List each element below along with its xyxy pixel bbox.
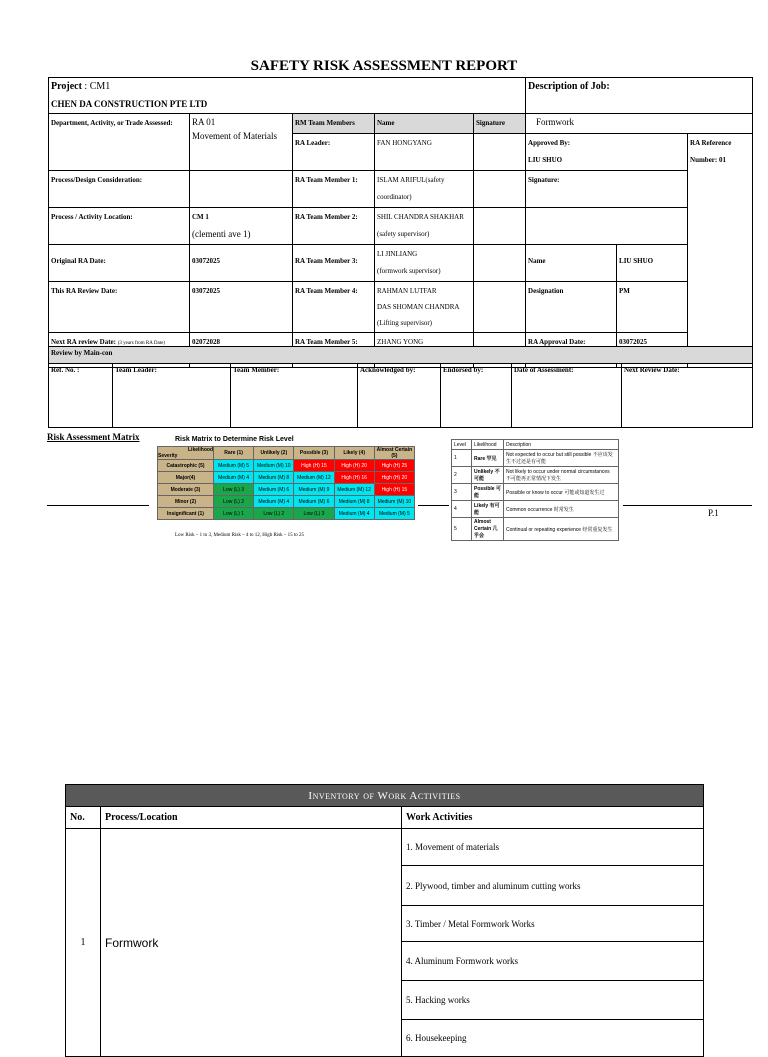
inventory-activity: 3. Timber / Metal Formwork Works: [402, 906, 704, 942]
likelihood-name: Likely 有可能: [472, 501, 504, 518]
matrix-cell: Low (L) 2: [254, 508, 294, 520]
inventory-row-number: 1: [66, 829, 101, 1057]
approver-name-value: LIU SHUO: [617, 245, 688, 282]
process-design-label: Process/Design Consideration:: [49, 171, 190, 208]
team-name-2: SHIL CHANDRA SHAKHAR: [377, 213, 464, 221]
likelihood-level: 4: [452, 501, 472, 518]
approval-signature-label: Signature:: [526, 171, 688, 208]
matrix-cell: Medium (M) 10: [254, 460, 294, 472]
inventory-header-activities: Work Activities: [402, 807, 704, 829]
likelihood-name: Almost Certain 几乎会: [472, 518, 504, 541]
divider-right: [623, 505, 752, 506]
matrix-cell: Low (L) 2: [214, 496, 254, 508]
matrix-cell: Low (L) 3: [214, 484, 254, 496]
designation-label: Designation: [526, 282, 617, 333]
matrix-corner-severity: Severity: [158, 453, 178, 459]
matrix-cell: Medium (M) 10: [374, 496, 414, 508]
matrix-severity-label: Moderate (3): [158, 484, 214, 496]
inventory-activity: 2. Plywood, timber and aluminum cutting works: [402, 866, 704, 906]
matrix-cell: Medium (M) 4: [334, 508, 374, 520]
approver-name-label: Name: [526, 245, 617, 282]
review-col-next-review: Next Review Date:: [622, 364, 753, 428]
job-description-cell: [526, 78, 753, 114]
likelihood-name: Unlikely 不可能: [472, 467, 504, 484]
review-col-endorsed: Endorsed by:: [441, 364, 512, 428]
matrix-cell: Medium (M) 9: [294, 484, 334, 496]
matrix-row: [158, 472, 415, 484]
dept-label: Department, Activity, or Trade Assessed:: [49, 114, 190, 171]
divider-middle: [418, 505, 449, 506]
likelihood-name: Rare 罕见: [472, 450, 504, 467]
team-name-5: ZHANG YONG: [377, 338, 424, 346]
team-name-4-cell: [375, 282, 474, 333]
review-date-value: 03072025: [190, 282, 293, 333]
matrix-likelihood-header: Rare (1): [214, 447, 254, 460]
inventory-activity: 5. Hacking works: [402, 981, 704, 1020]
inventory-header-no: No.: [66, 807, 101, 829]
review-col-team-member: Team Member:: [231, 364, 358, 428]
matrix-row: [158, 496, 415, 508]
page-number: P.1: [708, 508, 719, 518]
review-col-ref: Ref. No. :: [49, 364, 113, 428]
team-name-1: ISLAM ARIFUL(safety: [377, 176, 445, 184]
team-note-3: (formwork supervisor): [377, 267, 441, 275]
review-col-date-assessment: Date of Assessment:: [512, 364, 622, 428]
likelihood-row: [452, 484, 619, 501]
dept-value-cell: [190, 114, 293, 171]
team-name-3: LI JINLIANG: [377, 250, 418, 258]
team-signature-3: [474, 245, 526, 282]
matrix-cell: Medium (M) 4: [254, 496, 294, 508]
risk-matrix-title: Risk Matrix to Determine Risk Level: [175, 436, 294, 443]
team-signature-4: [474, 282, 526, 333]
team-name-2-cell: [375, 208, 474, 245]
matrix-severity-label: Major(4): [158, 472, 214, 484]
likelihood-name: Possible 可能: [472, 484, 504, 501]
likelihood-description: Not likely to occur under normal circumstances 不可能再正常情况下发生: [504, 467, 619, 484]
team-role-2: RA Team Member 2:: [293, 208, 375, 245]
location-value: CM 1: [192, 213, 209, 221]
matrix-cell: Medium (M) 4: [214, 472, 254, 484]
risk-legend: Low Risk – 1 to 3, Medium Risk – 4 to 12, High Risk – 15 to 25: [175, 533, 305, 538]
likelihood-row: [452, 501, 619, 518]
inventory-activity: 1. Movement of materials: [402, 829, 704, 866]
matrix-cell: High (H) 20: [374, 472, 414, 484]
likelihood-header-level: Level: [452, 440, 472, 450]
review-col-team-leader: Team Leader:: [113, 364, 231, 428]
report-title: SAFETY RISK ASSESSMENT REPORT: [250, 58, 518, 74]
team-signature-2: [474, 208, 526, 245]
divider-left: [47, 505, 149, 506]
matrix-row: [158, 508, 415, 520]
next-review-value: 02072028: [190, 333, 293, 368]
matrix-corner-likelihood: Likelihood: [188, 447, 213, 453]
matrix-cell: Low (L) 1: [214, 508, 254, 520]
matrix-cell: Medium (M) 6: [294, 496, 334, 508]
matrix-cell: Low (L) 3: [294, 508, 334, 520]
matrix-cell: Medium (M) 5: [214, 460, 254, 472]
likelihood-table: [451, 439, 619, 541]
matrix-row: [158, 460, 415, 472]
matrix-severity-label: Insignificant (1): [158, 508, 214, 520]
approved-by-cell: [526, 134, 688, 171]
team-note-4: DAS SHOMAN CHANDRA: [377, 303, 460, 311]
inventory-process: Formwork: [101, 829, 402, 1057]
likelihood-header-likelihood: Likelihood: [472, 440, 504, 450]
header-info-table: [48, 77, 753, 368]
inventory-body: [66, 829, 704, 1057]
team-name-4: RAHMAN LUTFAR: [377, 287, 437, 295]
team-name-1-cell: [375, 171, 474, 208]
matrix-body: [158, 460, 415, 520]
location-value-cell: [190, 208, 293, 245]
team-signature-1: [474, 171, 526, 208]
team-name-3-cell: [375, 245, 474, 282]
likelihood-description: Continual or repeating experience 经常重复发生: [504, 518, 619, 541]
ra-reference-number: Number: 01: [690, 156, 726, 164]
matrix-likelihood-header: Almost Certain (5): [374, 447, 414, 460]
ra-reference-label: RA Reference: [690, 139, 732, 147]
risk-matrix: [157, 446, 415, 520]
review-by-header: Review by Main-con: [49, 347, 753, 364]
likelihood-body: [452, 450, 619, 541]
name-header: Name: [375, 114, 474, 134]
project-label: Project: [51, 81, 82, 92]
company-name: CHEN DA CONSTRUCTION PTE LTD: [49, 95, 526, 114]
activity-name: Movement of Materials: [192, 131, 277, 141]
risk-matrix-label: Risk Assessment Matrix: [47, 432, 140, 442]
review-table: [48, 346, 753, 428]
likelihood-row: [452, 518, 619, 541]
matrix-cell: Medium (M) 12: [294, 472, 334, 484]
team-name-0: FAN HONGYANG: [375, 134, 474, 171]
team-role-1: RA Team Member 1:: [293, 171, 375, 208]
likelihood-description: Not expected to occur but still possible 不应该发生不过还是有可能: [504, 450, 619, 467]
original-date-value: 03072025: [190, 245, 293, 282]
approval-date-value: 03072025: [617, 333, 688, 368]
original-date-label: Original RA Date:: [49, 245, 190, 282]
likelihood-level: 3: [452, 484, 472, 501]
project-value: CM1: [89, 81, 111, 92]
approval-blank: [526, 208, 688, 245]
next-review-note: (3 years from RA Date): [117, 341, 165, 346]
job-description-value: Formwork: [526, 114, 753, 134]
team-signature-0: [474, 134, 526, 171]
process-design-value: [190, 171, 293, 208]
ra-reference-cell: [688, 134, 753, 368]
matrix-corner: [158, 447, 214, 460]
matrix-cell: Medium (M) 8: [254, 472, 294, 484]
ra-number: RA 01: [192, 117, 216, 127]
likelihood-row: [452, 467, 619, 484]
likelihood-level: 5: [452, 518, 472, 541]
inventory-caption: Inventory of Work Activities: [66, 785, 704, 807]
matrix-cell: Medium (M) 12: [334, 484, 374, 496]
matrix-cell: High (H) 25: [374, 460, 414, 472]
likelihood-description: Common occurrence 时常发生: [504, 501, 619, 518]
matrix-likelihood-header: Possible (3): [294, 447, 334, 460]
next-review-label: Next RA review Date:: [51, 338, 116, 346]
matrix-cell: High (H) 16: [334, 472, 374, 484]
matrix-likelihood-header: Unlikely (2): [254, 447, 294, 460]
approved-by-label: Approved By:: [528, 139, 571, 147]
inventory-row: [66, 829, 704, 866]
team-role-5: RA Team Member 5:: [293, 333, 375, 368]
team-note2-4: (Lifting supervisor): [377, 319, 433, 327]
likelihood-level: 1: [452, 450, 472, 467]
matrix-severity-label: Catastrophic (5): [158, 460, 214, 472]
review-date-label: This RA Review Date:: [49, 282, 190, 333]
team-role-3: RA Team Member 3:: [293, 245, 375, 282]
location-value2: (clementi ave 1): [192, 229, 251, 239]
matrix-cell: High (H) 15: [374, 484, 414, 496]
matrix-cell: High (H) 20: [334, 460, 374, 472]
matrix-severity-label: Minor (2): [158, 496, 214, 508]
inventory-activity: 6. Housekeeping: [402, 1020, 704, 1057]
team-role-4: RA Team Member 4:: [293, 282, 375, 333]
matrix-cell: Medium (M) 8: [334, 496, 374, 508]
review-col-acknowledged: Acknowledged by:: [358, 364, 441, 428]
inventory-header-process: Process/Location: [101, 807, 402, 829]
approved-by-value: LIU SHUO: [528, 156, 563, 164]
project-cell: Project : CM1: [49, 78, 526, 96]
inventory-table: [65, 784, 704, 1057]
signature-header: Signature: [474, 114, 526, 134]
likelihood-description: Possible or know to occur 可能或知道发生过: [504, 484, 619, 501]
inventory-activity: 4. Aluminum Formwork works: [402, 942, 704, 981]
team-note-1: coordinator): [377, 193, 412, 201]
matrix-cell: Medium (M) 6: [254, 484, 294, 496]
job-description-label: Description of Job:: [528, 81, 610, 92]
approval-date-label: RA Approval Date:: [526, 333, 617, 368]
matrix-cell: High (H) 15: [294, 460, 334, 472]
likelihood-header-description: Description: [504, 440, 619, 450]
team-role-0: RA Leader:: [293, 134, 375, 171]
matrix-cell: Medium (M) 5: [374, 508, 414, 520]
designation-value: PM: [617, 282, 688, 333]
team-members-header: RM Team Members: [293, 114, 375, 134]
team-note-2: (safety supervisor): [377, 230, 430, 238]
matrix-likelihood-header: Likely (4): [334, 447, 374, 460]
location-label: Process / Activity Location:: [49, 208, 190, 245]
likelihood-row: [452, 450, 619, 467]
matrix-row: [158, 484, 415, 496]
likelihood-level: 2: [452, 467, 472, 484]
